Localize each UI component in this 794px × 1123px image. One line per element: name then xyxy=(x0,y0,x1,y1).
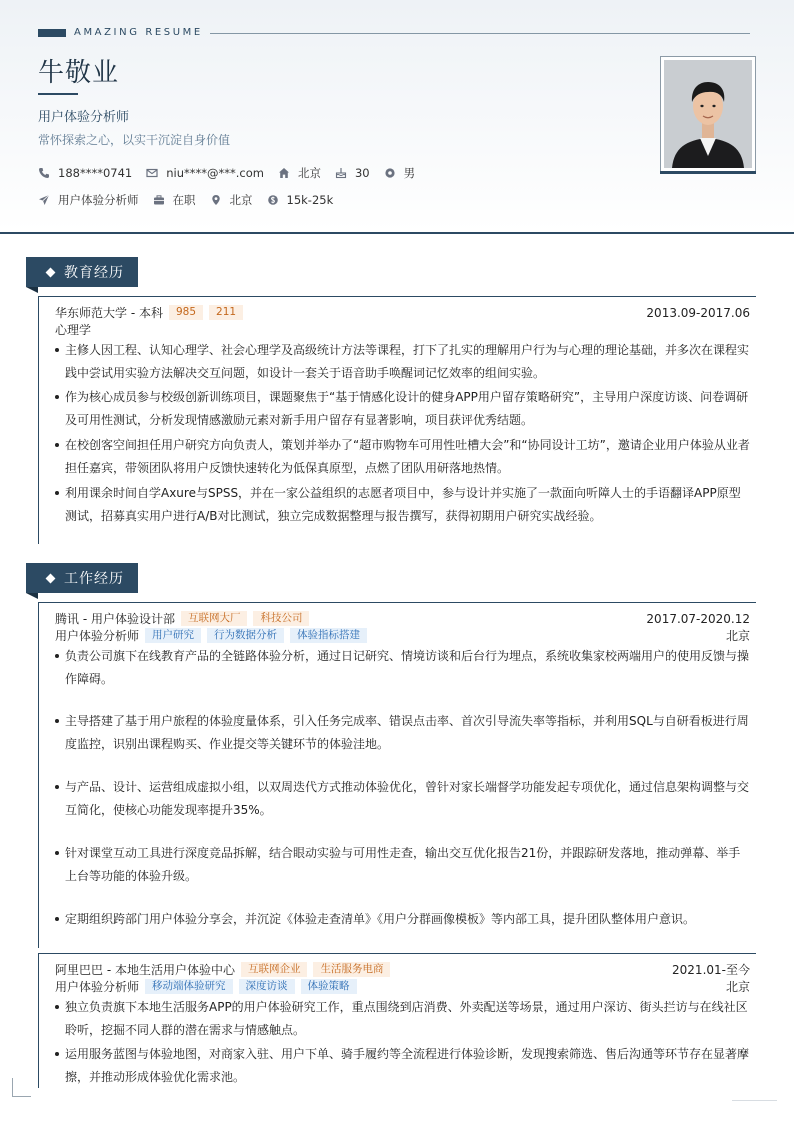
job-city: 北京 xyxy=(725,629,750,643)
gender-icon xyxy=(384,167,396,179)
bullet-dot xyxy=(55,443,59,447)
page-corner-line xyxy=(732,1100,777,1101)
bullet-text: 定期组织跨部门用户体验分享会，并沉淀《体验走查清单》《用户分群画像模板》等内部工具，提升团队整体用户意识。 xyxy=(65,912,696,926)
entry-divider xyxy=(38,953,756,954)
portrait-illustration xyxy=(664,60,752,168)
phone-text: 188****0741 xyxy=(58,166,133,180)
home-icon xyxy=(278,167,290,179)
job-bullet xyxy=(55,1043,750,1089)
bullet-dot xyxy=(55,1052,59,1056)
bullet-dot xyxy=(55,785,59,789)
job-role-row xyxy=(55,627,750,644)
job-city: 北京 xyxy=(725,980,750,994)
status-text: 在职 xyxy=(172,193,196,207)
page-corner-mark xyxy=(12,1078,31,1097)
education-bullet xyxy=(55,386,750,432)
bullet-dot xyxy=(55,395,59,399)
school-name: 华东师范大学 - 本科 xyxy=(55,306,163,320)
bullet-dot xyxy=(55,917,59,921)
job-period: 2017.07-2020.12 xyxy=(646,611,750,626)
bullet-dot xyxy=(55,851,59,855)
education-bullet xyxy=(55,482,750,528)
section-vertical-bar xyxy=(38,602,39,948)
city-text: 北京 xyxy=(297,166,321,180)
bullet-dot xyxy=(55,348,59,352)
money-icon xyxy=(267,194,279,206)
name-underline xyxy=(38,93,78,95)
phone-info xyxy=(38,166,132,180)
bullet-dot xyxy=(55,654,59,658)
salary-text: 15k-25k xyxy=(286,193,334,207)
company-name: 阿里巴巴 - 本地生活用户体验中心 xyxy=(55,963,235,977)
bullet-dot xyxy=(55,491,59,495)
cake-icon xyxy=(335,167,347,179)
diamond-icon xyxy=(46,573,56,583)
company-tag: 生活服务电商 xyxy=(313,962,390,977)
education-major xyxy=(55,321,750,338)
gender-info xyxy=(384,165,416,181)
job-bullet xyxy=(55,908,750,931)
target-city-info xyxy=(210,192,253,208)
brand-bar xyxy=(38,29,66,37)
bullet-text: 与产品、设计、运营组成虚拟小组，以双周迭代方式推动体验优化，曾针对家长端督学功能发起专项优化，通过信息架构调整与交互简化，使核心功能发现率提升35%。 xyxy=(65,780,750,817)
send-icon xyxy=(38,194,50,206)
company-tag: 科技公司 xyxy=(253,611,309,626)
city-info xyxy=(278,165,321,181)
resume-header xyxy=(0,0,794,234)
job-bullet xyxy=(55,776,750,822)
location-pin-icon xyxy=(210,194,222,206)
company-tag: 互联网企业 xyxy=(241,962,308,977)
bullet-dot xyxy=(55,719,59,723)
job-role-row xyxy=(55,978,750,995)
job-bullet xyxy=(55,996,750,1042)
brand-divider xyxy=(210,33,750,34)
job-bullet xyxy=(55,645,750,691)
email-text: niu****@***.com xyxy=(166,166,264,180)
contact-row xyxy=(38,165,429,181)
education-bullet xyxy=(55,434,750,480)
section-vertical-bar xyxy=(38,296,39,544)
bullet-text: 主修人因工程、认知心理学、社会心理学及高级统计方法等课程，打下了扎实的理解用户行为与心理的理论基础，并多次在课程实践中尝试用实验方法解决交互问题，如设计一套关于语音助手唤醒词记忆效率的组间实验。 xyxy=(65,343,750,380)
bullet-text: 运用服务蓝图与体验地图，对商家入驻、用户下单、骑手履约等全流程进行体验诊断，发现搜索筛选、售后沟通等环节存在显著摩擦，并推动形成体验优化需求池。 xyxy=(65,1047,750,1084)
education-bullet xyxy=(55,339,750,385)
intent-row xyxy=(38,192,347,208)
section-fold xyxy=(26,287,38,293)
bullet-text: 独立负责旗下本地生活服务APP的用户体验研究工作，重点围绕到店消费、外卖配送等场景，通过用户深访、街头拦访与在线社区聆听，挖掘不同人群的潜在需求与情感触点。 xyxy=(65,1000,748,1037)
email-info xyxy=(146,166,264,180)
profile-photo xyxy=(660,56,756,172)
age-text: 30 xyxy=(354,166,370,180)
photo-accent-bar xyxy=(660,171,756,174)
phone-icon xyxy=(38,167,50,179)
brand-text: AMAZING RESUME xyxy=(74,27,203,38)
work-heading-text: 工作经历 xyxy=(64,571,124,587)
position-text: 用户体验分析师 xyxy=(58,193,139,207)
job-role: 用户体验分析师 xyxy=(55,629,140,643)
section-work-heading xyxy=(26,563,138,593)
photo-portrait xyxy=(664,60,752,168)
status-info xyxy=(153,192,196,208)
bullet-text: 在校创客空间担任用户研究方向负责人，策划并举办了“超市购物车可用性吐槽大会”和“协同设计工坊”，邀请企业用户体验从业者担任嘉宾，带领团队将用户反馈快速转化为低保真原型，点燃了团队用研落地热情。 xyxy=(65,438,750,475)
skill-tag: 行为数据分析 xyxy=(207,628,284,643)
section-vertical-bar xyxy=(38,953,39,1088)
major-text: 心理学 xyxy=(55,323,92,337)
section-education-heading xyxy=(26,257,138,287)
job-header xyxy=(55,961,750,978)
bullet-text: 利用课余时间自学Axure与SPSS，并在一家公益组织的志愿者项目中，参与设计并实施了一款面向听障人士的手语翻译APP原型测试，招募真实用户进行A/B对比测试，独立完成数据整理与报告撰写，获得初期用户研究实战经验。 xyxy=(65,486,741,523)
job-bullet xyxy=(55,710,750,756)
target-city-text: 北京 xyxy=(229,193,253,207)
bullet-text: 负责公司旗下在线教育产品的全链路体验分析，通过日记研究、情境访谈和后台行为埋点，系统收集家校两端用户的使用反馈与操作障碍。 xyxy=(65,649,750,686)
school-tag: 985 xyxy=(169,305,203,320)
education-period: 2013.09-2017.06 xyxy=(646,305,750,320)
company-tag: 互联网大厂 xyxy=(181,611,248,626)
gender-text: 男 xyxy=(403,166,416,180)
section-divider xyxy=(38,602,756,603)
section-fold xyxy=(26,593,38,599)
skill-tag: 体验指标搭建 xyxy=(290,628,367,643)
job-period: 2021.01-至今 xyxy=(672,963,750,977)
skill-tag: 用户研究 xyxy=(145,628,201,643)
company-name: 腾讯 - 用户体验设计部 xyxy=(55,612,175,626)
job-header xyxy=(55,610,750,627)
education-entry-header xyxy=(55,304,750,321)
candidate-title: 用户体验分析师 xyxy=(38,110,130,125)
bullet-text: 针对课堂互动工具进行深度竞品拆解，结合眼动实验与可用性走查，输出交互优化报告21份，并跟踪研发落地，推动弹幕、举手上台等功能的体验升级。 xyxy=(65,846,741,883)
skill-tag: 深度访谈 xyxy=(239,979,295,994)
position-info xyxy=(38,192,139,208)
skill-tag: 体验策略 xyxy=(301,979,357,994)
bullet-dot xyxy=(55,1005,59,1009)
mail-icon xyxy=(146,167,158,179)
school-tag: 211 xyxy=(209,305,243,320)
diamond-icon xyxy=(46,267,56,277)
briefcase-icon xyxy=(153,194,165,206)
age-info xyxy=(335,166,370,180)
candidate-motto: 常怀探索之心，以实干沉淀自身价值 xyxy=(38,133,231,147)
candidate-name: 牛敬业 xyxy=(38,58,120,88)
salary-info xyxy=(267,193,334,207)
education-heading-text: 教育经历 xyxy=(64,265,124,281)
job-bullet xyxy=(55,842,750,888)
brand xyxy=(38,28,203,38)
job-role: 用户体验分析师 xyxy=(55,980,140,994)
bullet-text: 主导搭建了基于用户旅程的体验度量体系，引入任务完成率、错误点击率、首次引导流失率等指标，并利用SQL与自研看板进行周度监控，识别出课程购买、作业提交等关键环节的体验洼地。 xyxy=(65,714,749,751)
section-divider xyxy=(38,296,756,297)
skill-tag: 移动端体验研究 xyxy=(145,979,233,994)
bullet-text: 作为核心成员参与校级创新训练项目，课题聚焦于“基于情感化设计的健身APP用户留存策略研究”，主导用户深度访谈、问卷调研及可用性测试，分析发现情感激励元素对新手用户留存有显著影响，项目获评优秀结题。 xyxy=(65,390,749,427)
